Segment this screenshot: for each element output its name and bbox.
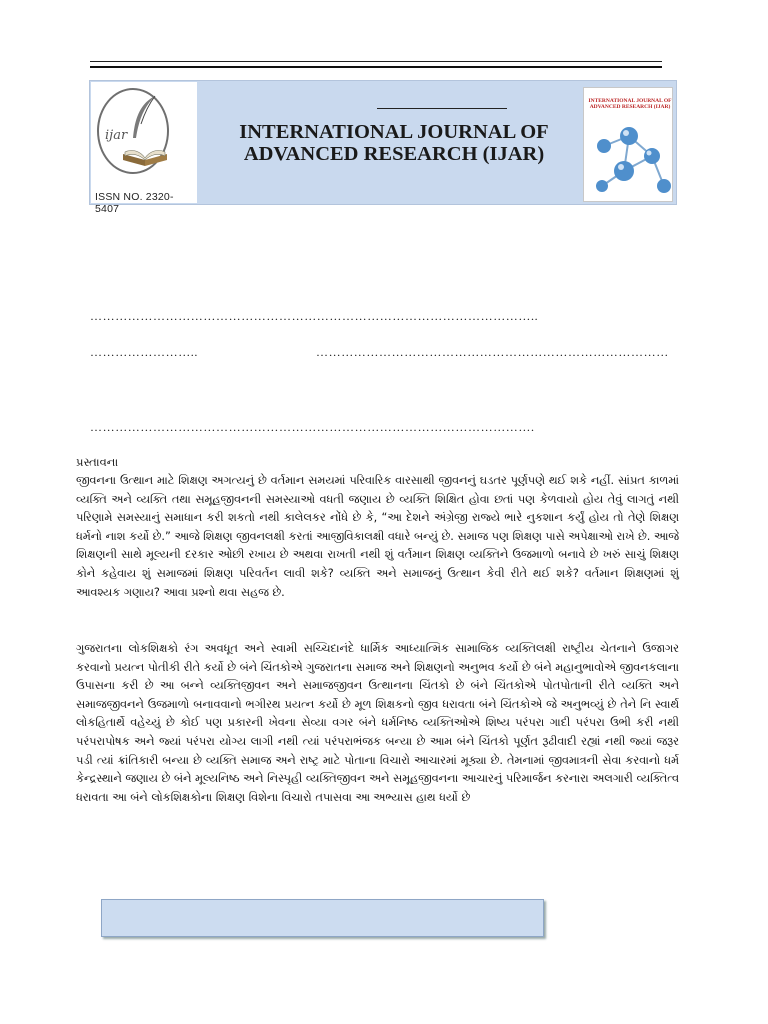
journal-title-line2: ADVANCED RESEARCH (IJAR) [243,143,545,165]
affiliation-placeholder-left: …………………….. [90,345,198,359]
logo-text: ijar [105,128,128,143]
footer-box [101,899,544,937]
cover-title: INTERNATIONAL JOURNAL OF ADVANCED RESEARCH (IJAR) [588,98,672,110]
paragraph-1: જીવનના ઉત્થાન માટે શિક્ષણ અગત્યનું છે વર્તમાન સમયમાં પરિવારિક વારસાથી જીવનનું ઘડતર પૂર્ણપણે થઈ શકે નહીં. સાંપ્રત કાળમાં વ્યક્તિ અને વ્યક્તિ તથા સમૂહજીવનની સમસ્યાઓ વધતી જણાય છે વ્યક્તિ શિક્ષિત હોવા છતાં પણ કેળવાયો હોય તેવું લાગતું નથી પરિણામે સમસ્યાનું સમાધાન કરી શકતો નથી કાલેલકર નોંધે છે કે, “આ દેશને અંગ્રેજી રાજ્યે ભારે નુકશાન કર્યું હોય તો તેણે શિક્ષણ ધર્મનો નાશ કર્યો છે.” આજે શિક્ષણ જીવનલક્ષી કરતાં આજીવિકાલક્ષી વધારે બન્યું છે. સમાજ પણ શિક્ષણ પાસે અપેક્ષાઓ રાખે છે. આજે શિક્ષણની સાથે મૂલ્યની દરકાર ઓછી રખાય છે અથવા રાખતી નથી શું વર્તમાન શિક્ષણ વ્યક્તિને ઉજમાળો બનાવે છે ખરું સાચું શિક્ષણ કોને કહેવાય શું સમાજમાં શિક્ષણ પરિવર્તન લાવી શકે? વ્યક્તિ અને સમાજનું ઉત્થાન કેવી રીતે થઈ શકે? વર્તમાન શિક્ષણમાં શું આવશ્યક ગણાય? આવા પ્રશ્નો થવા સહજ છે. [76,474,679,599]
journal-banner [89,80,677,215]
paragraph-2: ગુજરાતના લોકશિક્ષકો રંગ અવધૂત અને સ્વામી સચ્ચિદાનંદે ધાર્મિક આધ્યાત્મિક સામાજિક વ્યક્તિલક્ષી રાષ્ટ્રીય ચેતનાને ઉજાગર કરવાનો પ્રયત્ન પોતીકી રીતે કર્યો છે બંને ચિંતકોએ ગુજરાતના સમાજ અને શિક્ષણનો અનુભવ કર્યો છે બંને મહાનુભાવોએ જીવનકલાના ઉપાસના કરી છે આ બન્ને વ્યક્તિજીવન અને સમાજજીવન ઉત્થાનના ચિંતકો છે બંને ચિંતકોએ પોતપોતાની રીતે વ્યક્તિ અને સમાજજીવનને ઉજમાળો બનાવવાનો ભગીરથ પ્રયત્ન કર્યો છે મૂળ શિક્ષકનો જીવ ધરાવતા બંને ચિંતકોએ જે અનુભવ્યું છે તેને નિ સ્વાર્થ લોકહિતાર્થે વહેચ્યું છે કોઈ પણ પ્રકારની ખેવના સેવ્યા વગર બંને ધર્મનિષ્ઠ વ્યક્તિઓએ શિષ્ય પરંપરા ગાદી પરંપરા ઉભી કરી નથી પરંપરાપોષક અને જ્યાં પરંપરા યોગ્ય લાગી નથી ત્યાં પરંપરાભંજક બન્યા છે આમ બંને ચિંતકો પૂર્ણત રૂઢીવાદી રહ્યાં નથી જ્યાં જરૂર પડી ત્યાં ક્રાંતિકારી બન્યા છે વ્યક્તિ સમાજ અને રાષ્ટ્ર માટે પોતાના વિચારો આચારમાં મૂક્યા છે. તેમનામાં જીવમાત્રની સેવા કરવાનો ધર્મ કેન્દ્રસ્થાને જણાય છે બંને મૂલ્યનિષ્ઠ અને નિસ્પૃહી વ્યક્તિજીવન અને સમૂહજીવનના આચારનું પરિમાર્જન કરનારા અલગારી વ્યક્તિત્વ ધરાવતા આ બંને લોકશિક્ષકોના શિક્ષણ વિશેના વિચારો તપાસવા આ અભ્યાસ હાથ ધર્યો છે [76,642,679,804]
banner-divider [377,108,507,109]
molecule-icon [584,116,673,202]
journal-title-line1: INTERNATIONAL JOURNAL OF [239,121,549,143]
top-rule-thick [90,66,662,68]
journal-title [214,121,574,165]
top-rule-thin [90,61,662,62]
journal-cover-thumbnail [583,87,673,202]
affiliation-placeholder-right: ………………………………………………………………………… [316,345,669,359]
book-icon [121,144,171,168]
quill-icon [125,94,165,144]
abstract-placeholder-line: ……………………………………………………………………………………………. [90,420,535,434]
issn-number: ISSN NO. 2320-5407 [95,191,174,215]
section-heading: પ્રસ્તાવના [76,455,119,469]
journal-logo [91,82,197,215]
author-placeholder-line: …………………………………………………………………………………………….. [90,309,539,323]
